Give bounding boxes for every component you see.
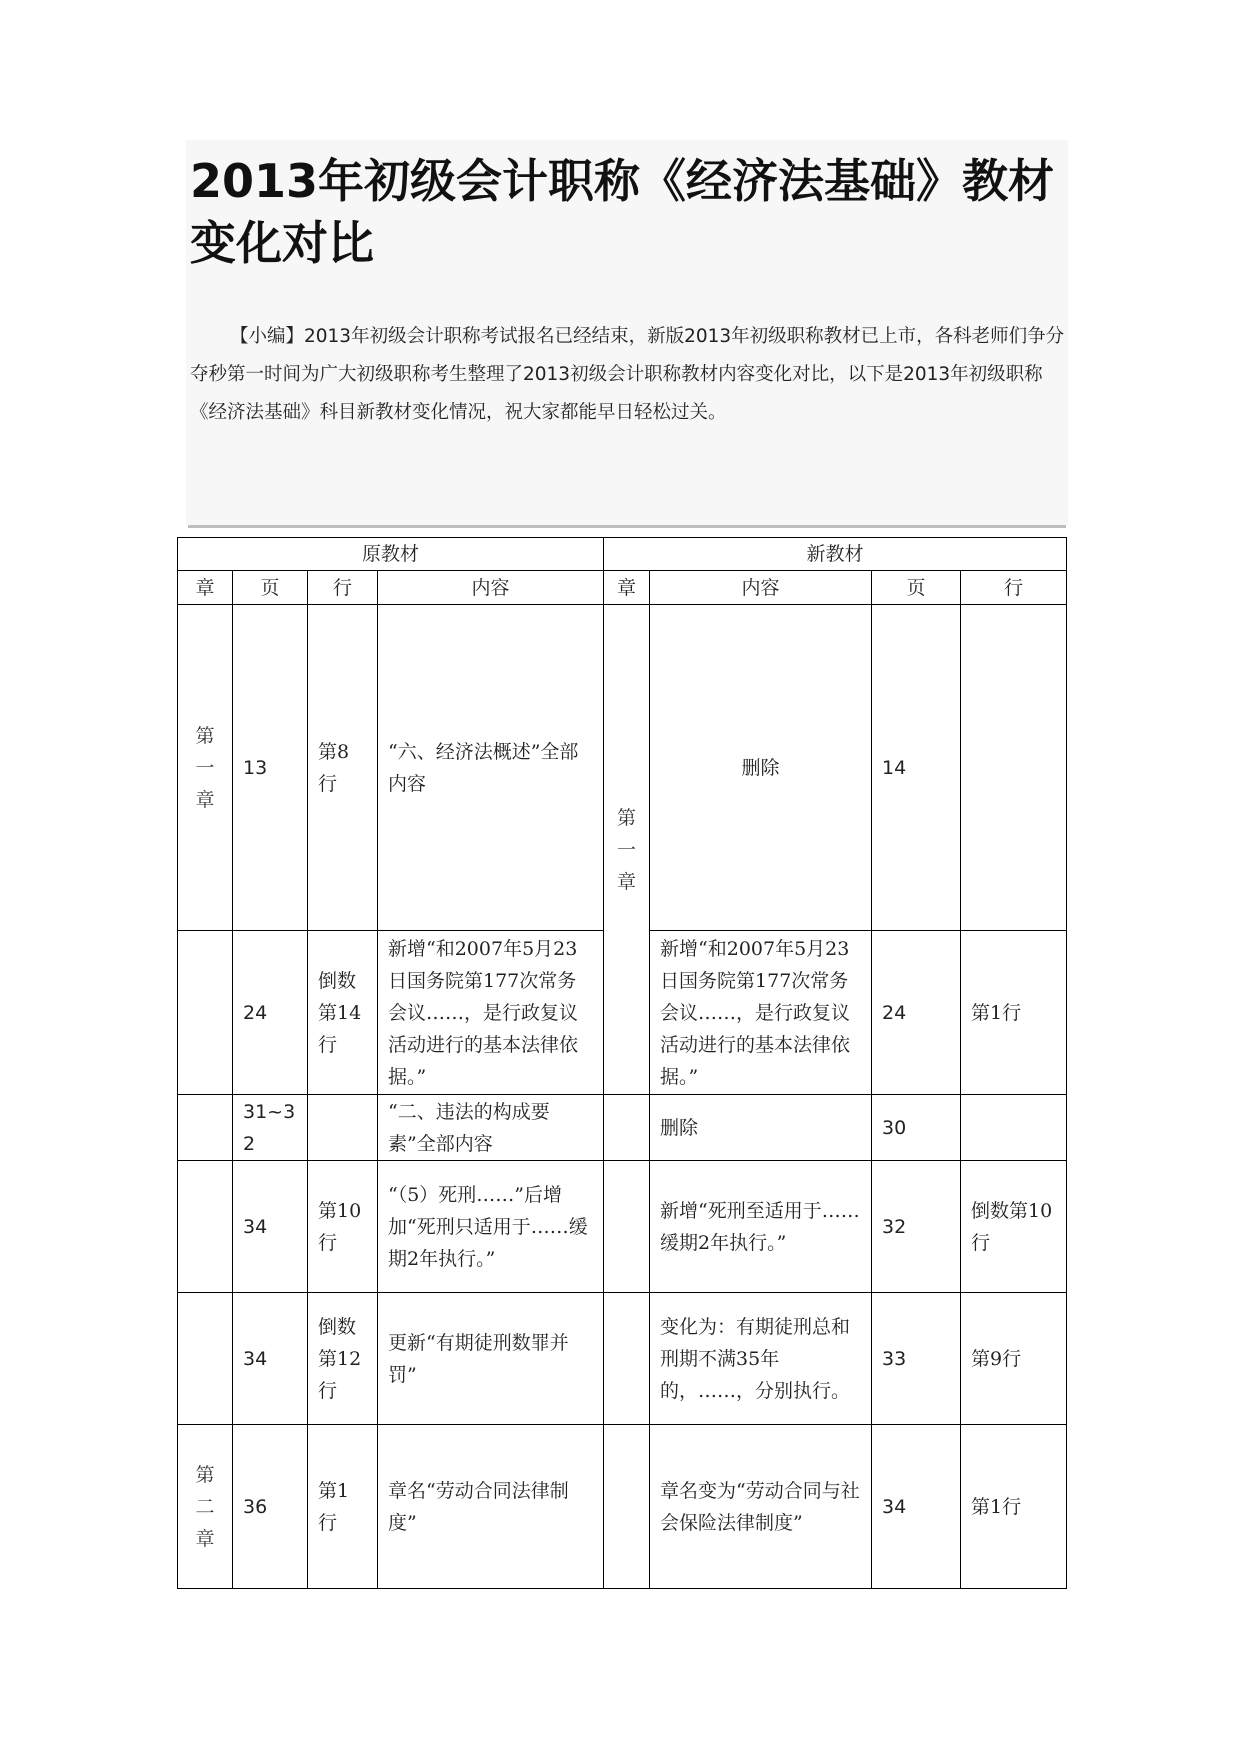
new-content-cell: 章名变为“劳动合同与社会保险法律制度”: [650, 1425, 872, 1589]
old-line-cell: 倒数第12行: [308, 1293, 378, 1425]
old-line-cell: 第8行: [308, 605, 378, 931]
new-textbook-header: 新教材: [604, 538, 1067, 571]
col-header-new-chapter: 章: [604, 571, 650, 605]
table-column-header-row: [178, 571, 1067, 605]
intro-paragraph: 【小编】2013年初级会计职称考试报名已经结束，新版2013年初级职称教材已上市，各科老师们争分夺秒第一时间为广大初级职称考生整理了2013初级会计职称教材内容变化对比，以下是2013年初级职称《经济法基础》科目新教材变化情况，祝大家都能早日轻松过关。: [190, 326, 1065, 423]
comparison-table: [177, 537, 1067, 1589]
divider-line: [188, 525, 1066, 528]
new-line-cell: [961, 1095, 1067, 1161]
old-content-cell: “二、违法的构成要素”全部内容: [378, 1095, 604, 1161]
new-chapter-cell: [604, 1425, 650, 1589]
table-row: [178, 1425, 1067, 1589]
old-content-cell: 新增“和2007年5月23日国务院第177次常务会议……，是行政复议活动进行的基本法律依据。”: [378, 931, 604, 1095]
table-row: [178, 1161, 1067, 1293]
old-page-cell: 34: [233, 1161, 308, 1293]
old-content-cell: 章名“劳动合同法律制度”: [378, 1425, 604, 1589]
old-chapter-label: 第二章: [195, 1463, 215, 1550]
old-line-cell: [308, 1095, 378, 1161]
old-chapter-cell: [178, 931, 233, 1095]
col-header-new-page: 页: [872, 571, 961, 605]
new-line-cell: [961, 605, 1067, 931]
new-chapter-cell: [604, 1095, 650, 1161]
old-line-cell: 第1行: [308, 1425, 378, 1589]
new-chapter-cell: [604, 1161, 650, 1293]
col-header-new-content: 内容: [650, 571, 872, 605]
new-content-cell: 新增“和2007年5月23日国务院第177次常务会议……，是行政复议活动进行的基本法律依据。”: [650, 931, 872, 1095]
new-chapter-cell: [604, 1293, 650, 1425]
old-chapter-label: 第一章: [195, 724, 215, 811]
col-header-old-line: 行: [308, 571, 378, 605]
old-chapter-cell: [178, 1095, 233, 1161]
new-page-cell: 34: [872, 1425, 961, 1589]
old-chapter-cell: [178, 1293, 233, 1425]
old-page-cell: 34: [233, 1293, 308, 1425]
old-content-cell: “六、经济法概述”全部内容: [378, 605, 604, 931]
new-page-cell: 14: [872, 605, 961, 931]
new-content-cell: 变化为：有期徒刑总和刑期不满35年的，……，分别执行。: [650, 1293, 872, 1425]
old-line-cell: 倒数第14行: [308, 931, 378, 1095]
new-page-cell: 30: [872, 1095, 961, 1161]
new-line-cell: 第1行: [961, 1425, 1067, 1589]
old-textbook-header: 原教材: [178, 538, 604, 571]
table-row: [178, 605, 1067, 931]
new-chapter-label: 第一章: [617, 806, 637, 893]
old-page-cell: 31~32: [233, 1095, 308, 1161]
new-line-cell: 倒数第10行: [961, 1161, 1067, 1293]
col-header-old-chapter: 章: [178, 571, 233, 605]
new-content-cell: 删除: [650, 1095, 872, 1161]
old-page-cell: 13: [233, 605, 308, 931]
new-line-cell: 第9行: [961, 1293, 1067, 1425]
new-page-cell: 24: [872, 931, 961, 1095]
new-content-cell: 新增“死刑至适用于……缓期2年执行。”: [650, 1161, 872, 1293]
new-page-cell: 33: [872, 1293, 961, 1425]
document-title: 2013年初级会计职称《经济法基础》教材变化对比: [190, 154, 1055, 270]
old-page-cell: 36: [233, 1425, 308, 1589]
old-page-cell: 24: [233, 931, 308, 1095]
new-line-cell: 第1行: [961, 931, 1067, 1095]
old-line-cell: 第10行: [308, 1161, 378, 1293]
old-chapter-cell: [178, 605, 233, 931]
table-row: [178, 1293, 1067, 1425]
new-content-cell: 删除: [650, 605, 872, 931]
new-chapter-cell: [604, 605, 650, 1095]
table-row: [178, 1095, 1067, 1161]
col-header-new-line: 行: [961, 571, 1067, 605]
old-chapter-cell: [178, 1425, 233, 1589]
col-header-old-content: 内容: [378, 571, 604, 605]
table-group-header-row: [178, 538, 1067, 571]
old-content-cell: 更新“有期徒刑数罪并罚”: [378, 1293, 604, 1425]
col-header-old-page: 页: [233, 571, 308, 605]
old-chapter-cell: [178, 1161, 233, 1293]
new-page-cell: 32: [872, 1161, 961, 1293]
old-content-cell: “（5）死刑……”后增加“死刑只适用于……缓期2年执行。”: [378, 1161, 604, 1293]
